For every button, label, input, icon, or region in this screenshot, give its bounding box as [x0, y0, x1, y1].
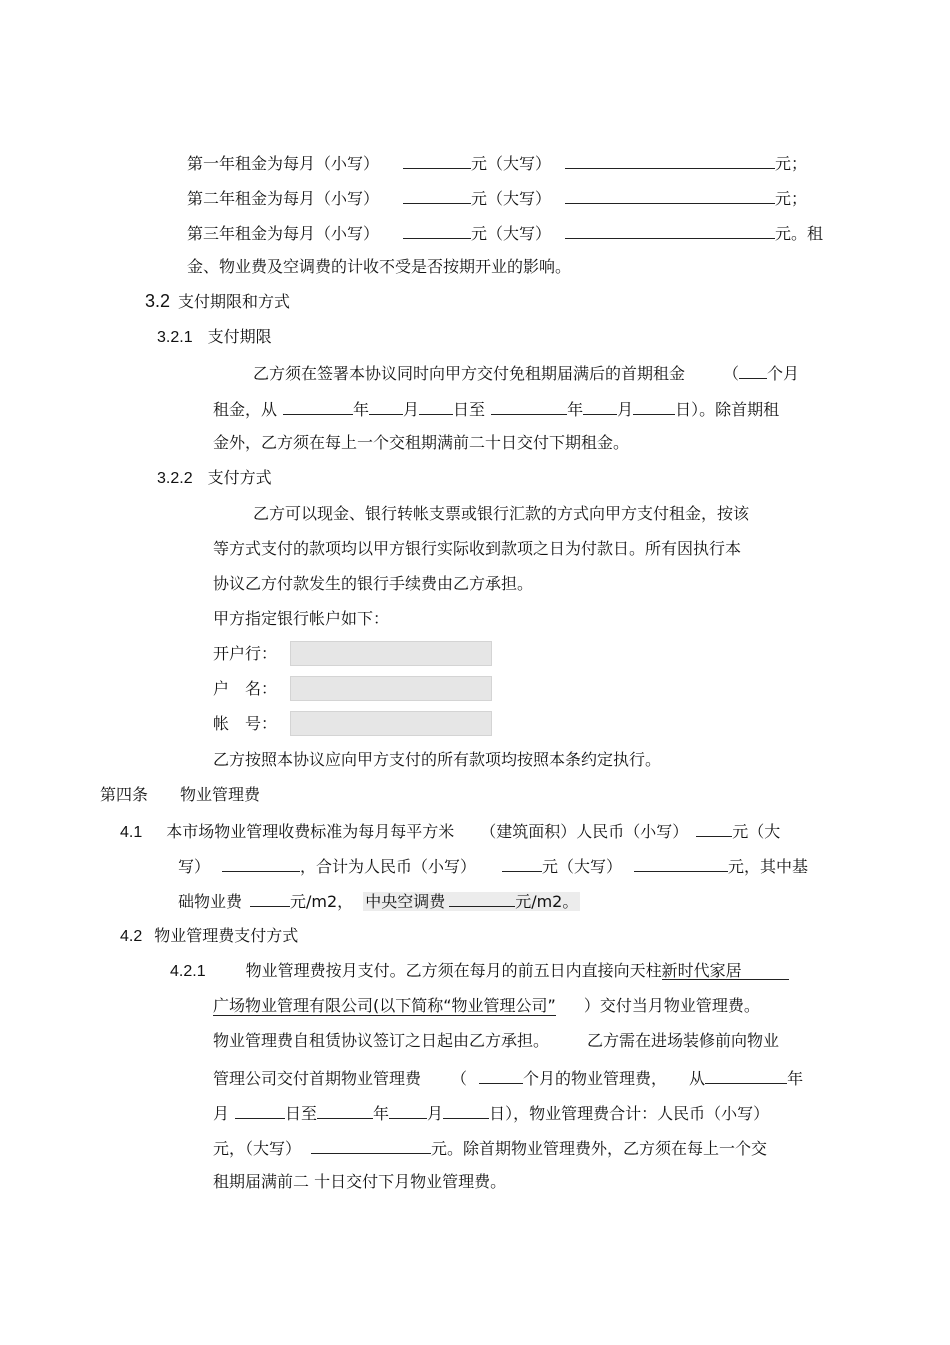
section-4-1-line2 [178, 854, 808, 876]
section-4-2-1-line2 [213, 995, 760, 1017]
yuan-end-label: 元。租 [775, 224, 824, 243]
paragraph-text: 管理公司交付首期物业管理费 [213, 1069, 422, 1088]
paragraph-text: （ [451, 1069, 468, 1088]
rent-continuation: 金、物业费及空调费的计收不受是否按期开业的影响。 [187, 257, 572, 276]
yuan-end-label: 元； [775, 189, 808, 208]
article-title: 物业管理费 [180, 785, 261, 804]
payment-term-line1 [253, 361, 799, 383]
section-4-1-line1 [120, 819, 780, 841]
rent-line-year3 [187, 221, 823, 243]
paragraph-text: 元，（大写） [213, 1139, 302, 1158]
payment-method-line3: 协议乙方付款发生的银行手续费由乙方承担。 [213, 574, 534, 593]
paragraph-text: 础物业费 [178, 892, 243, 911]
to-month-blank[interactable] [583, 397, 617, 415]
mgmt-to-month-blank[interactable] [389, 1101, 427, 1119]
paragraph-text: 从 [689, 1069, 706, 1088]
section-number: 3.2.2 [157, 470, 193, 487]
mgmt-from-year-blank[interactable] [705, 1066, 787, 1084]
account-name-label: 户 名： [213, 679, 278, 698]
mgmt-fee-big-blank[interactable] [222, 854, 300, 872]
ac-fee-highlight [363, 892, 580, 911]
paragraph-text: 乙方需在进场装修前向物业 [587, 1031, 780, 1050]
year-label: 年 [353, 400, 370, 419]
rent-year1-big-blank[interactable] [565, 151, 775, 169]
section-4-2-heading [120, 925, 298, 947]
section-number: 3.2 [145, 291, 171, 311]
section-3-2-1-heading [157, 326, 272, 348]
month-label: 月 [403, 400, 420, 419]
to-day-blank[interactable] [633, 397, 675, 415]
from-day-blank[interactable] [419, 397, 453, 415]
year-label: 年 [787, 1069, 804, 1088]
paragraph-text: 元/m2， [290, 892, 354, 911]
paragraph-text: 中央空调费 [365, 892, 446, 911]
paragraph-text: （建筑面积）人民币（小写） [480, 822, 689, 841]
total-small-blank[interactable] [502, 854, 542, 872]
section-title: 支付期限 [207, 327, 272, 346]
section-4-2-1-line1 [170, 960, 789, 982]
first-months-blank[interactable] [479, 1066, 523, 1084]
months-blank[interactable] [739, 361, 767, 379]
payment-term-line2 [213, 397, 779, 419]
article-4-heading [100, 784, 260, 806]
paragraph-text: 个月的物业管理费， [523, 1069, 668, 1088]
paragraph-text: ）交付当月物业管理费。 [583, 996, 760, 1015]
section-4-2-1-line4 [213, 1066, 803, 1088]
section-4-2-1-line7: 租期届满前二 十日交付下月物业管理费。 [213, 1172, 507, 1191]
yuan-big-label: 元（大写） [471, 224, 552, 243]
rent-year3-label: 第三年租金为每月（小写） [187, 224, 380, 243]
rent-year3-big-blank[interactable] [565, 221, 775, 239]
payment-term-line3: 金外，乙方须在每上一个交租期满前二十日交付下期租金。 [213, 433, 630, 452]
basic-fee-blank[interactable] [250, 889, 290, 907]
paragraph-text: 日）。除首期租 [675, 400, 780, 419]
mgmt-to-year-blank[interactable] [317, 1101, 373, 1119]
section-title: 支付期限和方式 [178, 292, 291, 311]
yuan-end-label: 元； [775, 154, 808, 173]
rent-year2-label: 第二年租金为每月（小写） [187, 189, 380, 208]
payment-closing: 乙方按照本协议应向甲方支付的所有款项均按照本条约定执行。 [213, 750, 662, 769]
rent-year2-small-blank[interactable] [403, 186, 471, 204]
section-title: 物业管理费支付方式 [154, 926, 299, 945]
rent-line-year1 [187, 151, 807, 173]
payment-method-line1: 乙方可以现金、银行转帐支票或银行汇款的方式向甲方支付租金，按该 [253, 504, 750, 523]
company-name-part2: 广场物业管理有限公司 [213, 996, 374, 1015]
rent-line-year2 [187, 186, 807, 208]
from-month-blank[interactable] [369, 397, 403, 415]
paragraph-text: 租金，从 [213, 400, 278, 419]
paragraph-text: ，合计为人民币（小写） [300, 857, 477, 876]
section-title: 支付方式 [207, 468, 272, 487]
account-number-field[interactable] [290, 711, 492, 736]
mgmt-to-day-blank[interactable] [443, 1101, 489, 1119]
section-number: 4.2 [120, 928, 143, 945]
mgmt-total-big-blank[interactable] [311, 1136, 431, 1154]
paragraph-text: 元，其中基 [728, 857, 809, 876]
section-4-2-1-line6 [213, 1136, 767, 1158]
section-4-1-line3 [178, 889, 580, 911]
section-3-2-2-heading [157, 467, 272, 489]
year-label: 年 [373, 1104, 390, 1123]
bank-name-field[interactable] [290, 641, 492, 666]
paragraph-text: （ [723, 364, 740, 383]
section-3-2-heading [145, 290, 290, 312]
from-year-blank[interactable] [283, 397, 353, 415]
paragraph-text: 写） [178, 857, 211, 876]
mgmt-fee-small-blank[interactable] [696, 819, 732, 837]
month-label: 月 [213, 1104, 230, 1123]
to-year-blank[interactable] [491, 397, 567, 415]
section-4-2-1-line3 [213, 1030, 779, 1052]
paragraph-text: 物业管理费自租赁协议签订之日起由乙方承担。 [213, 1031, 550, 1050]
paragraph-text: 物业管理费按月支付。乙方须在每月的前五日内直接向天柱 [245, 961, 662, 980]
paragraph-text: 日），物业管理费合计：人民币（小写） [489, 1104, 770, 1123]
rent-year2-big-blank[interactable] [565, 186, 775, 204]
rent-year3-small-blank[interactable] [403, 221, 471, 239]
section-number: 4.1 [120, 824, 143, 841]
company-name-part1: 新时代家居 [662, 960, 789, 980]
paragraph-text: 元（大写） [542, 857, 623, 876]
payment-method-line2: 等方式支付的款项均以甲方银行实际收到款项之日为付款日。所有因执行本 [213, 539, 742, 558]
paragraph-text: (以下简称“物业管理公司” [373, 996, 556, 1015]
article-label: 第四条 [100, 785, 149, 804]
paragraph-text: 元（大 [732, 822, 781, 841]
yuan-big-label: 元（大写） [471, 189, 552, 208]
rent-year1-small-blank[interactable] [403, 151, 471, 169]
mgmt-from-month-blank[interactable] [235, 1101, 285, 1119]
total-big-blank[interactable] [634, 854, 728, 872]
paragraph-text: 个月 [767, 364, 800, 383]
paragraph-text: 元/m2。 [515, 892, 579, 911]
section-number: 4.2.1 [170, 963, 206, 980]
paragraph-text: 本市场物业管理收费标准为每月每平方米 [166, 822, 455, 841]
day-to-label: 日至 [453, 400, 486, 419]
paragraph-text: 元。除首期物业管理费外，乙方须在每上一个交 [431, 1139, 768, 1158]
section-number: 3.2.1 [157, 329, 193, 346]
ac-fee-blank[interactable] [449, 889, 515, 907]
bank-intro: 甲方指定银行帐户如下： [213, 609, 390, 628]
rent-year1-label: 第一年租金为每月（小写） [187, 154, 380, 173]
yuan-big-label: 元（大写） [471, 154, 552, 173]
day-to-label: 日至 [285, 1104, 318, 1123]
bank-name-label: 开户行： [213, 644, 278, 663]
paragraph-text: 乙方须在签署本协议同时向甲方交付免租期届满后的首期租金 [253, 364, 686, 383]
account-name-field[interactable] [290, 676, 492, 701]
account-number-label: 帐 号： [213, 714, 278, 733]
month-label: 月 [617, 400, 634, 419]
month-label: 月 [427, 1104, 444, 1123]
year-label: 年 [567, 400, 584, 419]
section-4-2-1-line5 [213, 1101, 769, 1123]
